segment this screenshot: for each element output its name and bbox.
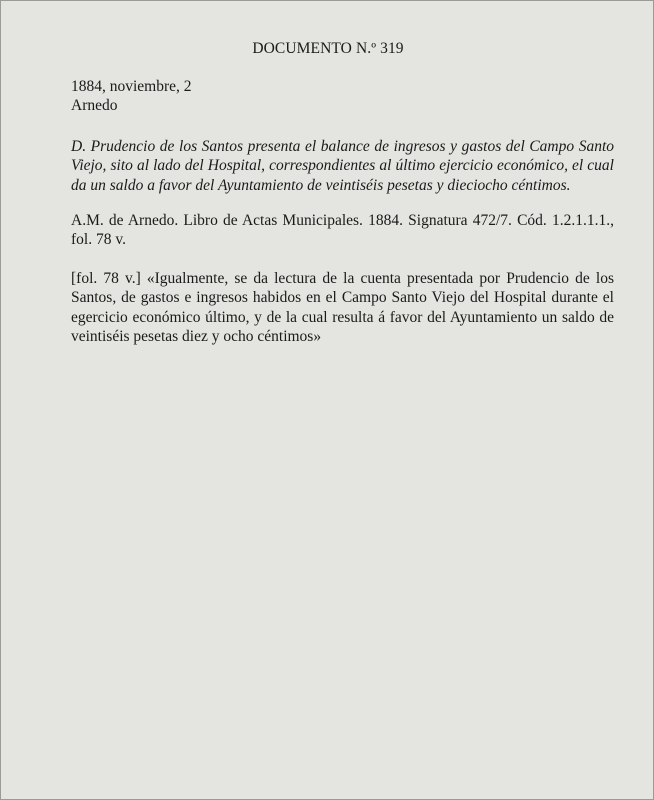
document-summary: D. Prudencio de los Santos presenta el balance de ingresos y gastos del Campo Santo Viejo, sito al lado del Hospital, correspondientes al último ejercicio económico, el cual da un saldo a favor del Ayuntamiento de veintiséis pesetas y dieciocho céntimos. — [71, 137, 614, 194]
document-content — [71, 77, 614, 346]
document-date: 1884, noviembre, 2 — [71, 78, 192, 95]
transcription-text: [fol. 78 v.] «Igualmente, se da lectura de la cuenta presentada por Prudencio de los Santos, de gastos e ingresos habidos en el Campo Santo Viejo del Hospital durante el egercicio económico último, y de la cual resulta á favor del Ayuntamiento un saldo de veintiséis pesetas diez y ocho céntimos» — [71, 269, 614, 346]
document-place: Arnedo — [71, 97, 118, 115]
archival-source: A.M. de Arnedo. Libro de Actas Municipales. 1884. Signatura 472/7. Cód. 1.2.1.1.1., fol. 78 v. — [71, 212, 614, 249]
document-title: DOCUMENTO N.º 319 — [252, 40, 404, 57]
